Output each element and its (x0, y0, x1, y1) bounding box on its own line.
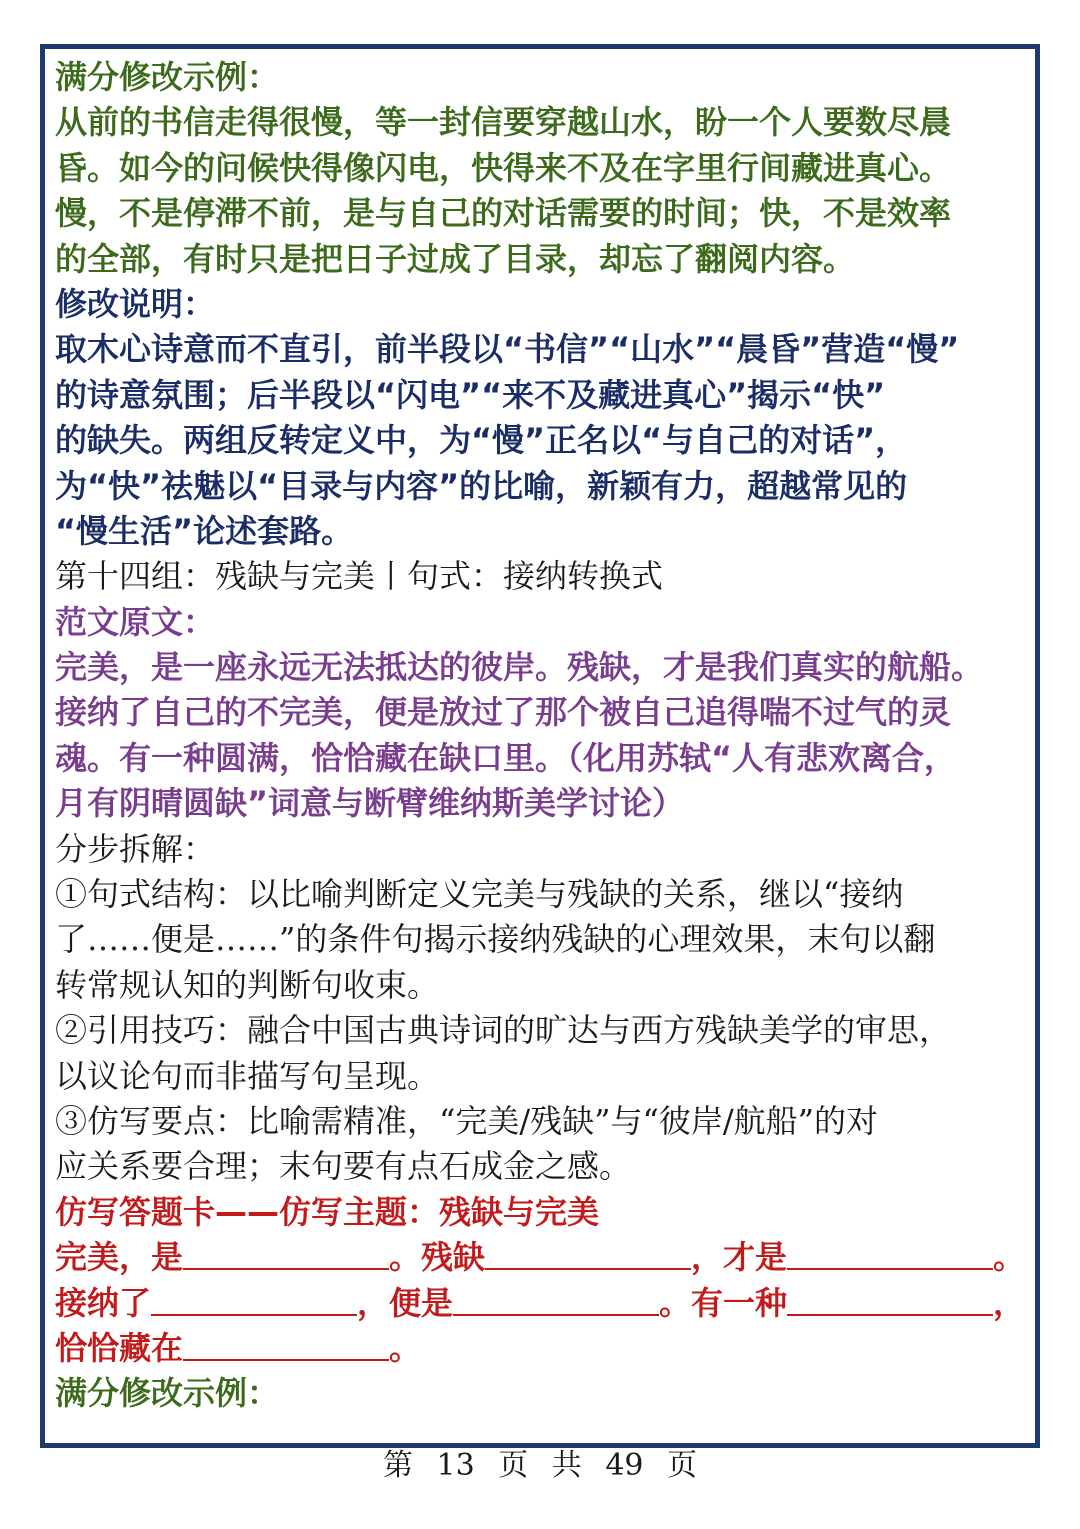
original-label: 范文原文： (55, 602, 216, 641)
example-line: 的全部，有时只是把日子过成了目录，却忘了翻阅内容。 (55, 239, 856, 278)
explanation-label: 修改说明： (55, 284, 216, 323)
answer-blank[interactable] (151, 1284, 357, 1316)
answer-blank[interactable] (453, 1284, 659, 1316)
answer-card-text: 。有一种 (659, 1283, 788, 1322)
explanation-line: 为“快”祛魅以“目录与内容”的比喻，新颖有力，超越常见的 (55, 466, 908, 505)
steps-label: 分步拆解： (55, 829, 216, 868)
full-score-label: 满分修改示例： (55, 58, 280, 96)
steps-line: ②引用技巧：融合中国古典诗词的旷达与西方残缺美学的审思， (55, 1011, 952, 1050)
answer-blank[interactable] (787, 1238, 993, 1270)
group-heading: 第十四组：残缺与完美丨句式：接纳转换式 (55, 557, 664, 596)
example-line: 慢，不是停滞不前，是与自己的对话需要的时间；快，不是效率 (55, 194, 952, 233)
answer-card-title: 仿写答题卡——仿写主题：残缺与完美 (55, 1192, 600, 1231)
answer-blank[interactable] (183, 1238, 389, 1270)
original-line: 完美，是一座永远无法抵达的彼岸。残缺，才是我们真实的航船。 (55, 648, 984, 687)
answer-card-text: ， (993, 1283, 1026, 1322)
original-line: 魂。有一种圆满，恰恰藏在缺口里。（化用苏轼“人有悲欢离合， (55, 738, 957, 777)
current-page-number: 13 (436, 1448, 475, 1483)
answer-blank[interactable] (787, 1284, 993, 1316)
page-content (55, 55, 1030, 1417)
answer-card-text: ，便是 (357, 1283, 454, 1322)
answer-blank[interactable] (485, 1238, 691, 1270)
page-footer (0, 1446, 1080, 1486)
steps-line: 以议论句而非描写句呈现。 (55, 1056, 440, 1095)
original-line: 月有阴晴圆缺”词意与断臂维纳斯美学讨论） (55, 784, 685, 823)
answer-card-text: 。 (389, 1328, 422, 1367)
answer-card-line (55, 1235, 1030, 1280)
page-label-mid: 页 共 (498, 1448, 582, 1483)
steps-line: 转常规认知的判断句收束。 (55, 965, 440, 1004)
answer-card-text: 。残缺 (389, 1238, 486, 1277)
total-pages-number: 49 (605, 1448, 644, 1483)
page-frame (40, 44, 1040, 1448)
page-label-suffix: 页 (667, 1448, 698, 1483)
answer-blank[interactable] (183, 1329, 389, 1361)
example-line: 从前的书信走得很慢，等一封信要穿越山水，盼一个人要数尽晨 (55, 103, 952, 142)
explanation-line: “慢生活”论述套路。 (55, 511, 354, 550)
answer-card-text: ，才是 (691, 1238, 788, 1277)
steps-line: 应关系要合理；末句要有点石成金之感。 (55, 1147, 632, 1186)
steps-line: ①句式结构：以比喻判断定义完美与残缺的关系，继以“接纳 (55, 875, 904, 914)
page-label-prefix: 第 (382, 1448, 413, 1483)
steps-line: 了……便是……”的条件句揭示接纳残缺的心理效果，末句以翻 (55, 920, 936, 959)
explanation-line: 的诗意氛围；后半段以“闪电”“来不及藏进真心”揭示“快” (55, 375, 886, 414)
answer-card-text: 完美，是 (55, 1238, 184, 1277)
answer-card-text: 接纳了 (55, 1283, 152, 1322)
answer-card-text: 。 (993, 1238, 1026, 1277)
original-line: 接纳了自己的不完美，便是放过了那个被自己追得喘不过气的灵 (55, 693, 952, 732)
answer-card-line (55, 1326, 1030, 1371)
explanation-line: 的缺失。两组反转定义中，为“慢”正名以“与自己的对话”， (55, 421, 908, 460)
steps-line: ③仿写要点：比喻需精准，“完美/残缺”与“彼岸/航船”的对 (55, 1101, 879, 1140)
answer-card-text: 恰恰藏在 (55, 1328, 184, 1367)
explanation-line: 取木心诗意而不直引，前半段以“书信”“山水”“晨昏”营造“慢” (55, 330, 960, 369)
example-line: 昏。如今的问候快得像闪电，快得来不及在字里行间藏进真心。 (55, 148, 952, 187)
full-score-label: 满分修改示例： (55, 1374, 280, 1413)
answer-card-line (55, 1281, 1030, 1326)
